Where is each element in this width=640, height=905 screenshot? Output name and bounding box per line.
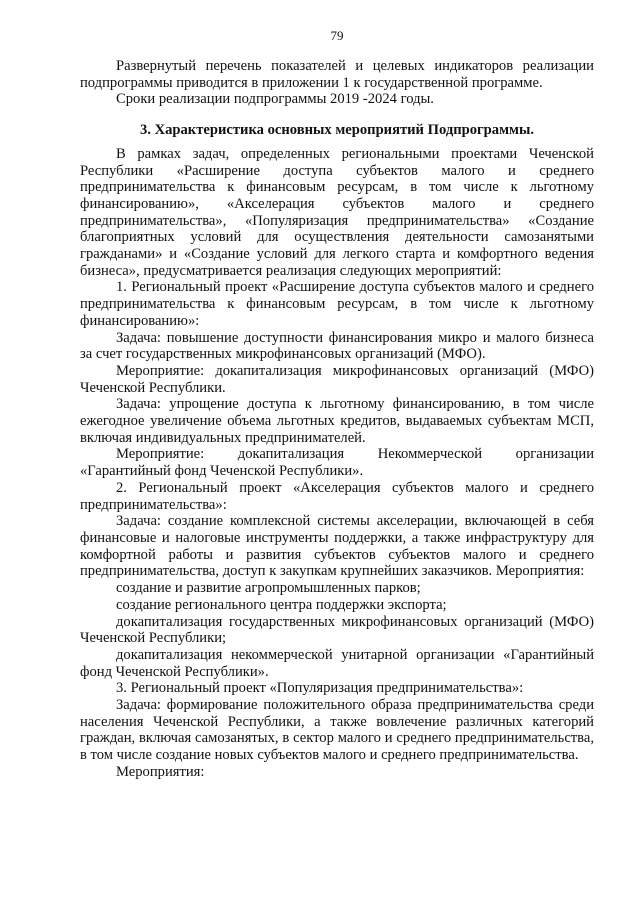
body-paragraph: 2. Региональный проект «Акселерация субъектов малого и среднего предпринимательства»:	[80, 479, 594, 513]
body-paragraph: 1. Региональный проект «Расширение доступа субъектов малого и среднего предпринимательства к финансовым ресурсам, в том числе к льготному финансированию»:	[80, 279, 594, 329]
body-paragraph: Мероприятие: докапитализация Некоммерческой организации «Гарантийный фонд Чеченской Республики».	[80, 446, 594, 480]
body-paragraph: Задача: формирование положительного образа предпринимательства среди населения Чеченской Республики, а также вовлечение различных категорий граждан, включая самозанятых, в сектор малого и среднего предпринимательства, в том числе создание новых субъектов малого и среднего предпринимательства.	[80, 697, 594, 764]
intro-paragraph: Сроки реализации подпрограммы 2019 -2024 годы.	[116, 91, 434, 108]
list-item: докапитализация некоммерческой унитарной организации «Гарантийный фонд Чеченской Республики».	[80, 646, 594, 680]
body-paragraph: В рамках задач, определенных региональными проектами Чеченской Республики «Расширение доступа субъектов малого и среднего предпринимательства к финансовым ресурсам, в том числе к льготному финансированию», «Акселерация субъектов малого и среднего предпринимательства», «Популяризация предпринимательства» «Создание благоприятных условий для осуществления деятельности самозанятыми гражданами» и «Создание условий для легкого старта и комфортного ведения бизнеса», предусматривается реализация следующих мероприятий:	[80, 145, 594, 279]
intro-paragraph: Развернутый перечень показателей и целевых индикаторов реализации подпрограммы приводится в приложении 1 к государственной программе.	[80, 58, 594, 91]
list-item: создание и развитие агропромышленных парков;	[116, 580, 421, 597]
body-paragraph: Задача: создание комплексной системы акселерации, включающей в себя финансовые и налоговые инструменты поддержки, а также инфраструктуру для комфортной работы и развития субъектов субъектов малого и среднего предпринимательства, доступ к закупкам крупнейших заказчиков. Мероприятия:	[80, 513, 594, 580]
body-paragraph: Задача: упрощение доступа к льготному финансированию, в том числе ежегодное увеличение объема льготных кредитов, выдаваемых субъектам МСП, включая индивидуальных предпринимателей.	[80, 396, 594, 446]
body-paragraph: Мероприятие: докапитализация микрофинансовых организаций (МФО) Чеченской Республики.	[80, 362, 594, 396]
body-paragraph: 3. Региональный проект «Популяризация предпринимательства»:	[116, 680, 524, 697]
section-heading: 3. Характеристика основных мероприятий Подпрограммы.	[139, 122, 535, 139]
document-page	[80, 28, 594, 781]
body-paragraph: Задача: повышение доступности финансирования микро и малого бизнеса за счет государственных микрофинансовых организаций (МФО).	[80, 329, 594, 363]
list-item: создание регионального центра поддержки экспорта;	[116, 596, 447, 613]
list-item: докапитализация государственных микрофинансовых организаций (МФО) Чеченской Республики;	[80, 613, 594, 647]
body-paragraph: Мероприятия:	[116, 763, 205, 780]
page-number: 79	[330, 28, 344, 43]
